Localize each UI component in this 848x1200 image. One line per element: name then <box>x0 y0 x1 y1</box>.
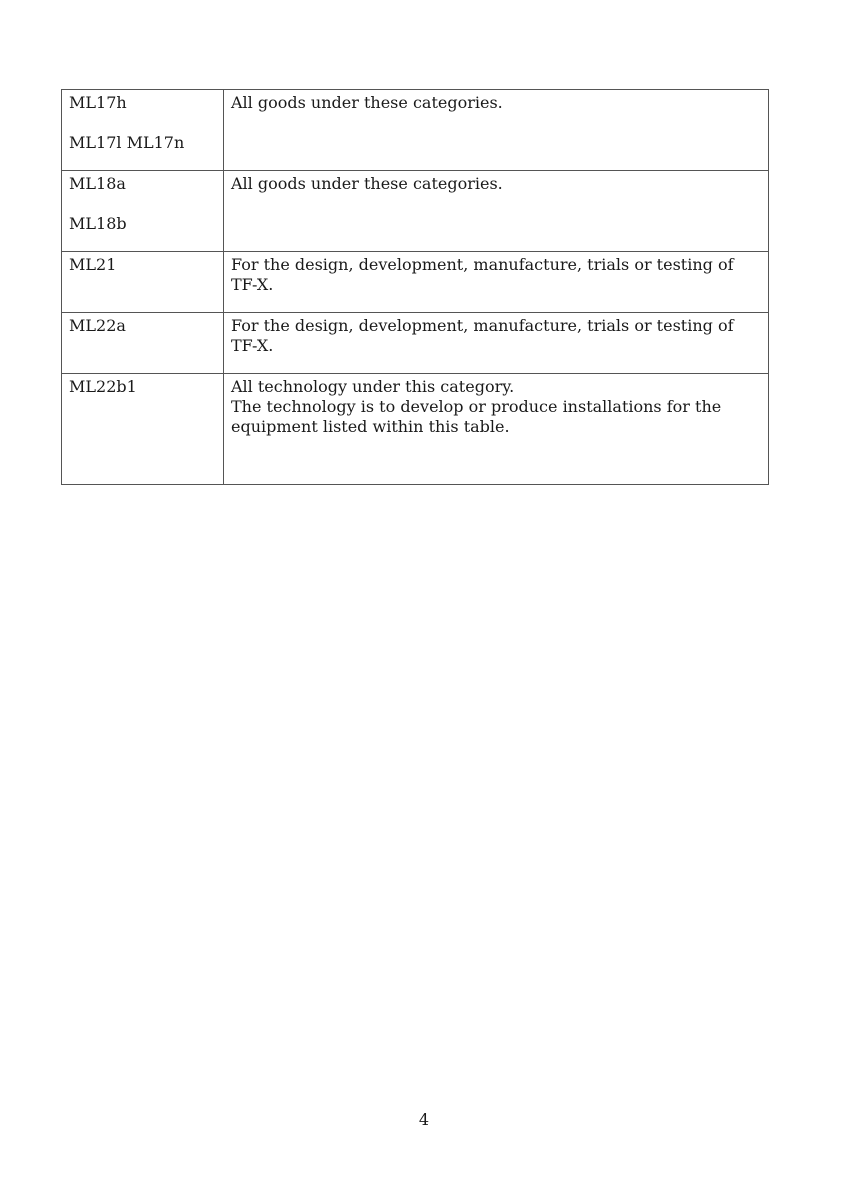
control-code: ML17l ML17n <box>69 133 185 152</box>
table-row <box>62 90 769 171</box>
control-code-cell <box>62 374 224 485</box>
description-text: All technology under this category. <box>231 377 515 396</box>
description-text: For the design, development, manufacture, trials or testing of TF-X. <box>231 255 734 294</box>
description-text: All goods under these categories. <box>231 174 503 193</box>
table-row <box>62 171 769 252</box>
control-code: ML18b <box>69 214 127 233</box>
control-code: ML22a <box>69 316 126 335</box>
control-code: ML17h <box>69 93 127 112</box>
control-code: ML22b1 <box>69 377 137 396</box>
page-number: 4 <box>418 1110 430 1129</box>
table-row <box>62 252 769 313</box>
description-cell <box>224 374 769 485</box>
control-code-cell <box>62 90 224 171</box>
control-list-table <box>61 89 769 485</box>
description-text: The technology is to develop or produce installations for the equipment listed within this table. <box>231 397 722 436</box>
description-text: All goods under these categories. <box>231 93 503 112</box>
description-cell <box>224 171 769 252</box>
description-cell <box>224 313 769 374</box>
description-cell <box>224 252 769 313</box>
description-cell <box>224 90 769 171</box>
control-code-cell <box>62 171 224 252</box>
description-text: For the design, development, manufacture, trials or testing of TF-X. <box>231 316 734 355</box>
control-code-cell <box>62 313 224 374</box>
table-row <box>62 313 769 374</box>
control-code: ML18a <box>69 174 126 193</box>
control-code: ML21 <box>69 255 117 274</box>
control-code-cell <box>62 252 224 313</box>
table-row <box>62 374 769 485</box>
